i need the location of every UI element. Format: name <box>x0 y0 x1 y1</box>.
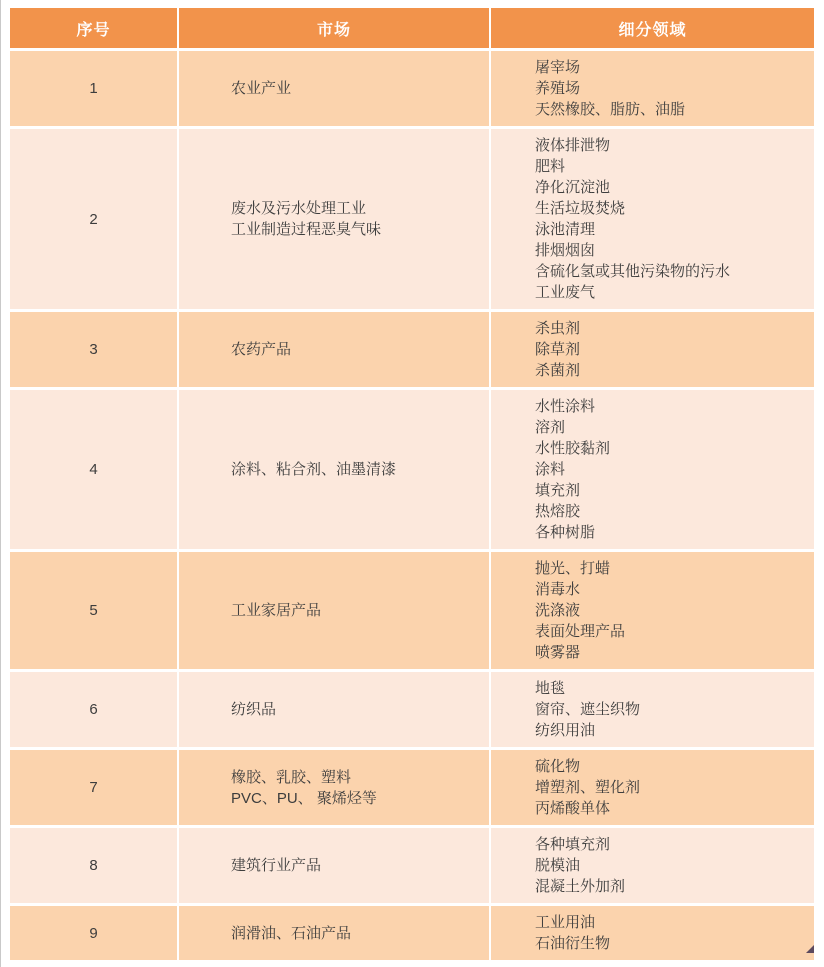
segments-cell <box>491 129 814 309</box>
segment-line: 各种树脂 <box>535 524 596 541</box>
segment-line: 纺织用油 <box>535 722 596 739</box>
segment-line: 混凝土外加剂 <box>535 878 626 895</box>
segment-line: 硫化物 <box>535 758 581 775</box>
segment-line: 填充剂 <box>535 482 581 499</box>
segment-line: 水性胶黏剂 <box>535 440 611 457</box>
market-line: 涂料、粘合剂、油墨清漆 <box>231 461 397 478</box>
row-number-cell: 4 <box>10 390 177 549</box>
row-number-cell: 2 <box>10 129 177 309</box>
segment-line: 杀菌剂 <box>535 362 581 379</box>
header-row <box>10 8 814 48</box>
segment-line: 表面处理产品 <box>535 623 626 640</box>
segment-line: 脱模油 <box>535 857 581 874</box>
segments-cell <box>491 390 814 549</box>
market-line: 工业制造过程恶臭气味 <box>231 221 382 238</box>
segment-line: 水性涂料 <box>535 398 596 415</box>
row-number-cell: 1 <box>10 51 177 126</box>
market-line: 纺织品 <box>231 701 277 718</box>
segment-line: 养殖场 <box>535 80 581 97</box>
segment-line: 溶剂 <box>535 419 566 436</box>
segment-line: 天然橡胶、脂肪、油脂 <box>535 101 686 118</box>
market-cell <box>179 51 489 126</box>
market-line: PVC、PU、 聚烯烃等 <box>231 789 377 807</box>
row-number-cell: 3 <box>10 312 177 387</box>
segments-cell <box>491 906 814 960</box>
market-cell <box>179 828 489 903</box>
segment-line: 石油衍生物 <box>535 935 611 952</box>
market-cell <box>179 750 489 825</box>
market-line: 工业家居产品 <box>231 602 322 619</box>
segments-cell <box>491 312 814 387</box>
column-header-segment: 细分领域 <box>491 8 814 48</box>
page-left-edge-line <box>0 0 1 967</box>
market-line: 建筑行业产品 <box>231 857 322 874</box>
segment-line: 泳池清理 <box>535 221 596 238</box>
table-row <box>10 51 814 126</box>
segment-line: 屠宰场 <box>535 59 581 76</box>
segment-line: 增塑剂、塑化剂 <box>535 779 641 796</box>
column-header-market: 市场 <box>179 8 489 48</box>
row-number-cell: 9 <box>10 906 177 960</box>
market-cell <box>179 672 489 747</box>
table-row <box>10 828 814 903</box>
markets-table-container <box>8 5 816 963</box>
segments-cell <box>491 750 814 825</box>
segment-line: 丙烯酸单体 <box>535 800 611 817</box>
segment-line: 各种填充剂 <box>535 836 611 853</box>
market-line: 润滑油、石油产品 <box>231 924 352 942</box>
market-line: 废水及污水处理工业 <box>231 200 367 217</box>
market-line: 农业产业 <box>231 80 292 97</box>
segment-line: 工业废气 <box>535 284 596 301</box>
segment-line: 杀虫剂 <box>535 320 581 337</box>
table-row <box>10 906 814 960</box>
table-row <box>10 672 814 747</box>
segment-line: 消毒水 <box>535 581 581 598</box>
segments-cell <box>491 51 814 126</box>
segment-line: 净化沉淀池 <box>535 179 611 196</box>
market-line: 橡胶、乳胶、塑料 <box>231 768 352 786</box>
row-number-cell: 6 <box>10 672 177 747</box>
segment-line: 涂料 <box>535 461 566 478</box>
market-cell <box>179 906 489 960</box>
segment-line: 热熔胶 <box>535 503 581 520</box>
market-cell <box>179 552 489 669</box>
row-number-cell: 5 <box>10 552 177 669</box>
market-cell <box>179 390 489 549</box>
segment-line: 抛光、打蜡 <box>535 560 611 577</box>
segments-cell <box>491 552 814 669</box>
segment-line: 除草剂 <box>535 341 581 358</box>
segment-line: 含硫化氢或其他污染物的污水 <box>535 263 731 280</box>
table-row <box>10 390 814 549</box>
table-row <box>10 312 814 387</box>
segments-cell <box>491 828 814 903</box>
segment-line: 窗帘、遮尘织物 <box>535 701 641 718</box>
segments-cell <box>491 672 814 747</box>
table-header <box>10 8 814 48</box>
market-line: 农药产品 <box>231 341 292 358</box>
segment-line: 排烟烟囱 <box>535 242 596 259</box>
segment-line: 生活垃圾焚烧 <box>535 200 626 217</box>
table-row <box>10 750 814 825</box>
segment-line: 液体排泄物 <box>535 137 611 154</box>
market-cell <box>179 312 489 387</box>
row-number-cell: 7 <box>10 750 177 825</box>
segment-line: 喷雾器 <box>535 644 581 661</box>
markets-table <box>8 5 816 963</box>
segment-line: 肥料 <box>535 158 566 175</box>
segment-line: 洗涤液 <box>535 602 581 619</box>
segment-line: 工业用油 <box>535 914 596 931</box>
column-header-no: 序号 <box>10 8 177 48</box>
segment-line: 地毯 <box>535 680 566 697</box>
table-row <box>10 129 814 309</box>
market-cell <box>179 129 489 309</box>
table-body <box>10 51 814 960</box>
table-row <box>10 552 814 669</box>
row-number-cell: 8 <box>10 828 177 903</box>
